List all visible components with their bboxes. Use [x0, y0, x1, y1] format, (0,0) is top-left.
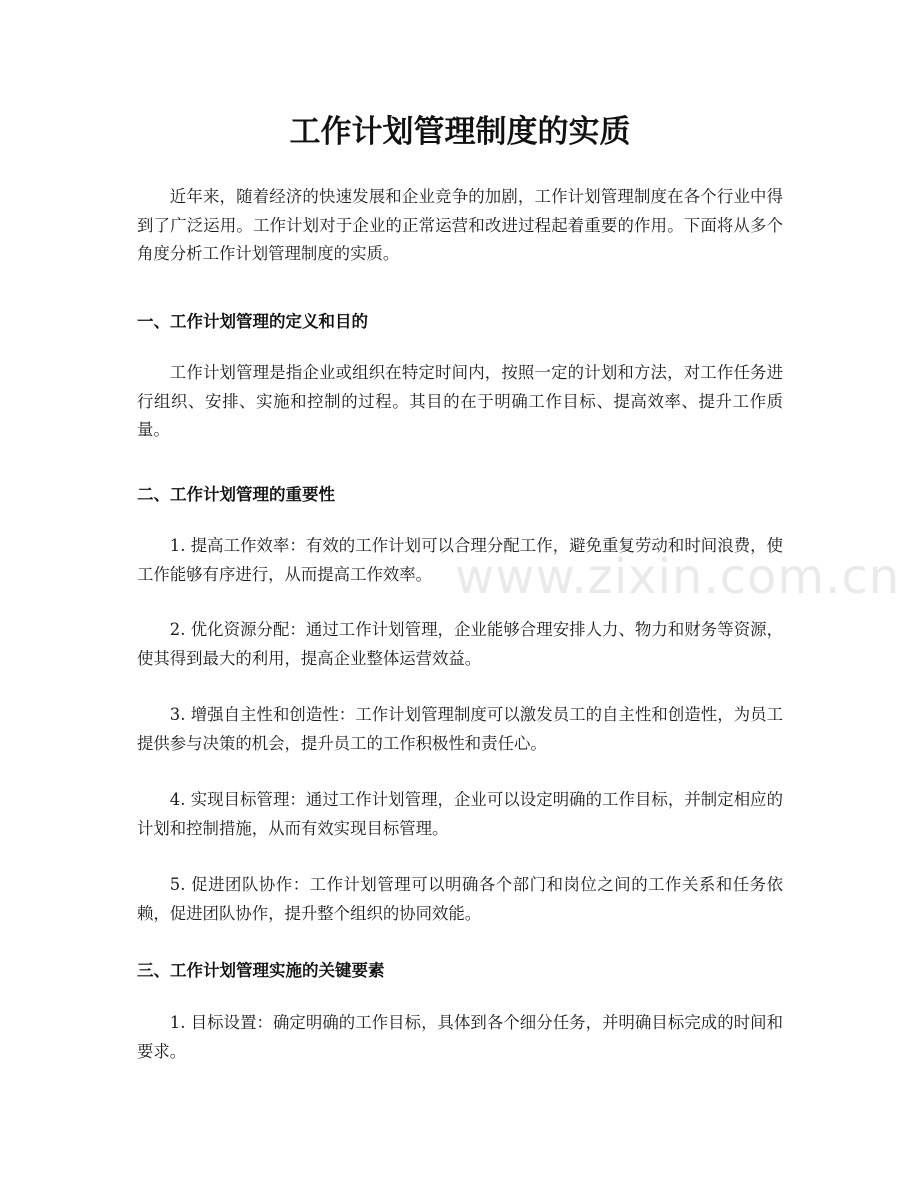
section-heading-3: 三、工作计划管理实施的关键要素: [137, 961, 385, 980]
section-2-paragraph-5: 5. 促进团队协作：工作计划管理可以明确各个部门和岗位之间的工作关系和任务依赖，促进团队协作，提升整个组织的协同效能。: [137, 875, 783, 923]
intro-paragraph: 近年来，随着经济的快速发展和企业竞争的加剧，工作计划管理制度在各个行业中得到了广泛运用。工作计划对于企业的正常运营和改进过程起着重要的作用。下面将从多个角度分析工作计划管理制度的实质。: [137, 187, 783, 263]
section-heading-1: 一、工作计划管理的定义和目的: [137, 312, 368, 331]
document-title: 工作计划管理制度的实质: [289, 114, 631, 150]
section-2-paragraph-4: 4. 实现目标管理：通过工作计划管理，企业可以设定明确的工作目标，并制定相应的计划和控制措施，从而有效实现目标管理。: [137, 790, 783, 838]
section-heading-2: 二、工作计划管理的重要性: [137, 485, 335, 504]
watermark: www.zixin.com.cn: [455, 549, 901, 605]
section-2-paragraph-2: 2. 优化资源分配：通过工作计划管理，企业能够合理安排人力、物力和财务等资源，使其得到最大的利用，提高企业整体运营效益。: [137, 620, 783, 668]
section-3-paragraph-1: 1. 目标设置：确定明确的工作目标，具体到各个细分任务，并明确目标完成的时间和要求。: [137, 1013, 783, 1061]
section-1-paragraph-1: 工作计划管理是指企业或组织在特定时间内，按照一定的计划和方法，对工作任务进行组织、安排、实施和控制的过程。其目的在于明确工作目标、提高效率、提升工作质量。: [137, 363, 783, 439]
section-2-paragraph-1: 1. 提高工作效率：有效的工作计划可以合理分配工作，避免重复劳动和时间浪费，使工作能够有序进行，从而提高工作效率。: [137, 536, 783, 584]
section-2-paragraph-3: 3. 增强自主性和创造性：工作计划管理制度可以激发员工的自主性和创造性，为员工提供参与决策的机会，提升员工的工作积极性和责任心。: [137, 705, 783, 753]
